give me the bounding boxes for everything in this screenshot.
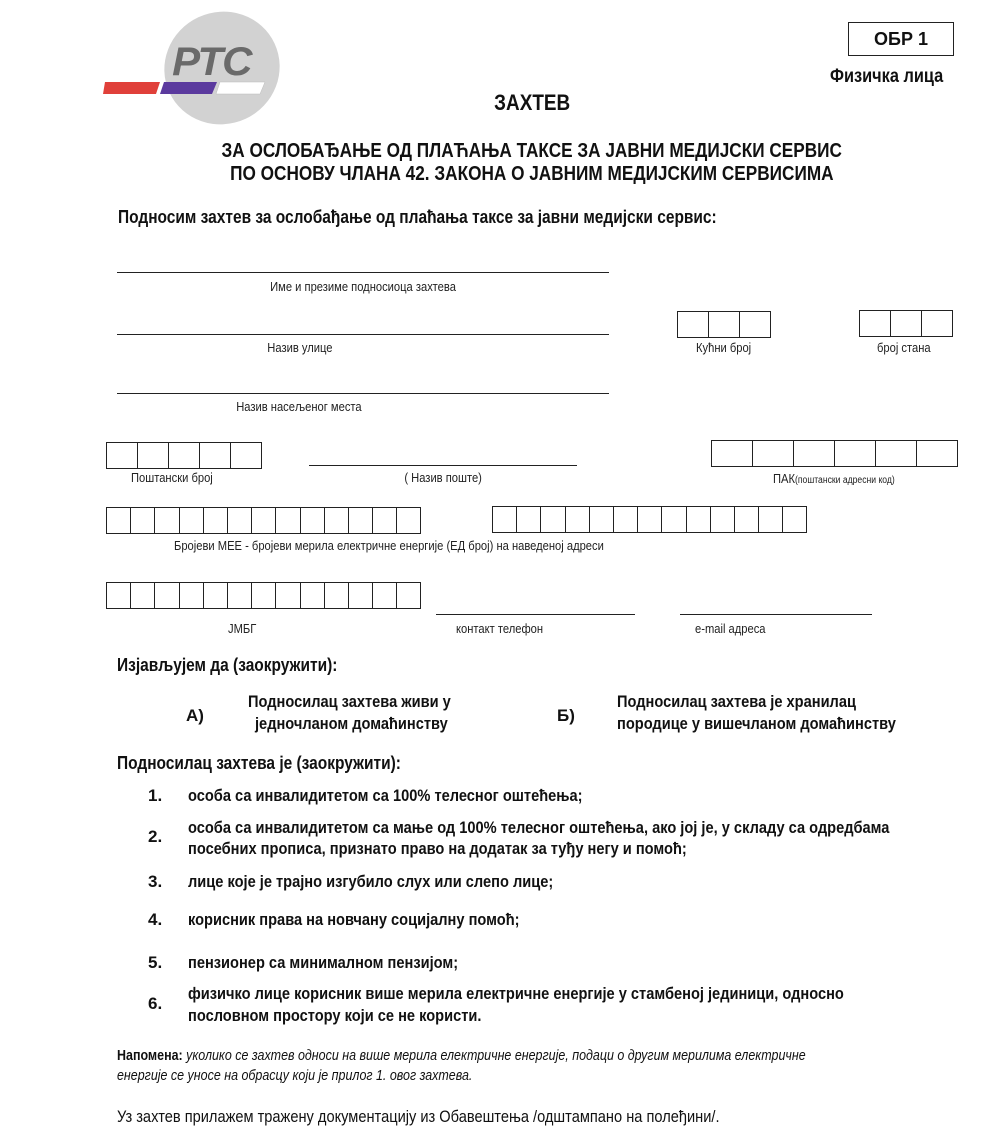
char-box[interactable] [759,507,783,532]
apartment-number-boxes[interactable] [859,310,953,337]
postal-code-label: Поштански број [131,470,213,485]
email-label: e-mail адреса [695,621,766,636]
char-box[interactable] [200,443,231,468]
char-box[interactable] [155,583,179,608]
char-box[interactable] [860,311,891,336]
house-number-boxes[interactable] [677,311,771,338]
post-office-label: ( Назив поште) [404,470,482,485]
char-box[interactable] [138,443,169,468]
char-box[interactable] [228,583,252,608]
apartment-number-label: број стана [877,340,931,355]
option-b-marker: Б) [557,706,575,725]
postal-code-boxes[interactable] [106,442,262,469]
street-field[interactable] [117,334,609,335]
declaration-heading: Изјављујем да (заокружити): [117,655,338,675]
char-box[interactable] [107,583,131,608]
char-box[interactable] [231,443,262,468]
jmbg-label: ЈМБГ [228,621,257,636]
char-box[interactable] [169,443,200,468]
phone-field[interactable] [436,614,635,615]
char-box[interactable] [397,583,421,608]
status-item-number: 5. [148,953,163,972]
char-box[interactable] [131,508,155,533]
char-box[interactable] [155,508,179,533]
char-box[interactable] [301,583,325,608]
char-box[interactable] [712,441,753,466]
char-box[interactable] [276,508,300,533]
intro-text: Подносим захтев за ослобађање од плаћања таксе за јавни медијски сервис: [118,207,717,227]
page-title: ЗАХТЕВ [494,90,570,115]
option-a-line-2: једночланом домаћинству [255,714,448,733]
form-code-box [848,22,954,56]
char-box[interactable] [711,507,735,532]
char-box[interactable] [301,508,325,533]
char-box[interactable] [753,441,794,466]
note [117,1046,806,1086]
char-box[interactable] [687,507,711,532]
phone-label: контакт телефон [456,621,544,636]
settlement-label: Назив насељеног места [236,399,362,414]
status-item-text: лице које је трајно изгубило слух или слепо лице; [188,872,554,891]
char-box[interactable] [638,507,662,532]
status-item-number: 6. [148,994,163,1013]
pak-label: ПАК(поштански адресни код) [773,471,895,486]
status-item-text: особа са инвалидитетом са 100% телесног оштећења; [188,786,583,805]
char-box[interactable] [204,508,228,533]
char-box[interactable] [349,508,373,533]
post-office-field[interactable] [309,465,577,466]
char-box[interactable] [228,508,252,533]
char-box[interactable] [107,508,131,533]
char-box[interactable] [276,583,300,608]
char-box[interactable] [614,507,638,532]
pak-boxes[interactable] [711,440,958,467]
char-box[interactable] [325,508,349,533]
option-b-line-2: породице у вишечланом домаћинству [617,714,896,733]
street-label: Назив улице [267,340,333,355]
house-number-label: Кућни број [696,340,752,355]
char-box[interactable] [252,583,276,608]
declaration-option-a[interactable] [180,692,510,738]
char-box[interactable] [835,441,876,466]
char-box[interactable] [794,441,835,466]
char-box[interactable] [566,507,590,532]
char-box[interactable] [252,508,276,533]
char-box[interactable] [662,507,686,532]
char-box[interactable] [373,508,397,533]
char-box[interactable] [678,312,709,337]
full-name-label: Име и презиме подносиоца захтева [270,279,456,294]
char-box[interactable] [349,583,373,608]
char-box[interactable] [373,583,397,608]
attachment-statement: Уз захтев прилажем тражену документацију из Обавештења /одштампано на полеђини/. [117,1107,720,1126]
char-box[interactable] [131,583,155,608]
char-box[interactable] [541,507,565,532]
status-item-text-cont: пословном простору који се не користи. [188,1006,482,1025]
char-box[interactable] [325,583,349,608]
char-box[interactable] [180,583,204,608]
form-code: ОБР 1 [874,29,928,49]
char-box[interactable] [204,583,228,608]
subtitle-line-2: ПО ОСНОВУ ЧЛАНА 42. ЗАКОНА О ЈАВНИМ МЕДИЈСКИМ СЕРВИСИМА [230,163,834,185]
applicant-status-heading: Подносилац захтева је (заокружити): [117,753,401,773]
declaration-option-b[interactable] [555,692,935,738]
status-item-text: корисник права на новчану социјалну помоћ; [188,910,520,929]
meter-number-label: Бројеви МЕЕ - бројеви мерила електричне енергије (ЕД број) на наведеној адреси [174,538,604,553]
jmbg-boxes[interactable] [106,582,421,609]
char-box[interactable] [493,507,517,532]
meter-number-boxes-right[interactable] [492,506,807,533]
char-box[interactable] [740,312,771,337]
status-item-text: физичко лице корисник више мерила електричне енергије у стамбеној јединици, односно [188,984,844,1003]
char-box[interactable] [876,441,917,466]
full-name-field[interactable] [117,272,609,273]
status-item-text: пензионер са минималном пензијом; [188,953,459,972]
status-item-number: 4. [148,910,163,929]
status-item-number: 3. [148,872,163,891]
rts-logo-text: РТС [172,40,252,84]
note-text-cont: енергије се уносе на обрасцу који је прилог 1. овог захтева. [117,1068,473,1084]
settlement-field[interactable] [117,393,609,394]
char-box[interactable] [735,507,759,532]
note-label: Напомена: [117,1048,183,1064]
option-b-line-1: Подносилац захтева је хранилац [617,692,856,711]
char-box[interactable] [107,443,138,468]
char-box[interactable] [922,311,953,336]
status-item-text: особа са инвалидитетом са мање од 100% телесног оштећења, ако јој је, у складу са одредбама [188,818,890,837]
char-box[interactable] [397,508,421,533]
email-field[interactable] [680,614,872,615]
char-box[interactable] [709,312,740,337]
status-item-number: 2. [148,827,163,846]
subtitle-line-1: ЗА ОСЛОБАЂАЊЕ ОД ПЛАЋАЊА ТАКСЕ ЗА ЈАВНИ МЕДИЈСКИ СЕРВИС [221,140,843,162]
char-box[interactable] [891,311,922,336]
char-box[interactable] [590,507,614,532]
char-box[interactable] [917,441,958,466]
meter-number-boxes-left[interactable] [106,507,421,534]
option-a-line-1: Подносилац захтева живи у [248,692,451,711]
char-box[interactable] [517,507,541,532]
status-item-number: 1. [148,786,163,805]
char-box[interactable] [180,508,204,533]
form-category: Физичка лица [830,66,944,87]
option-a-marker: А) [186,706,204,725]
note-text: уколико се захтев односи на више мерила електричне енергије, подаци о другим мерилима електричне [186,1048,806,1064]
status-item-text-cont: посебних прописа, признато право на додатак за туђу негу и помоћ; [188,839,687,858]
char-box[interactable] [783,507,807,532]
